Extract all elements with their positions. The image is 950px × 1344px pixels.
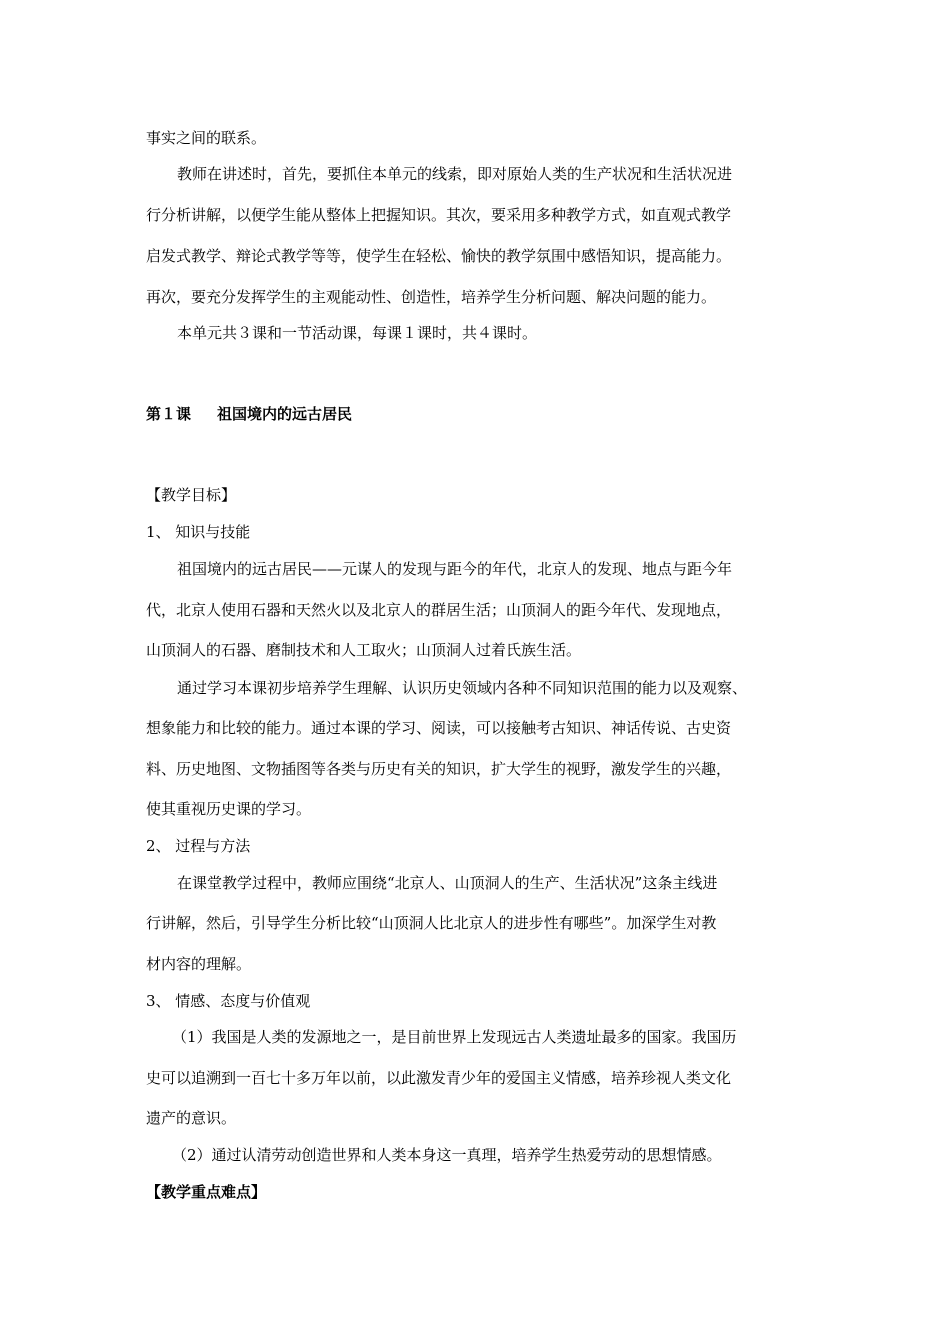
- key-points-heading: 【教学重点难点】: [146, 1183, 267, 1201]
- s3-para1-line: 遗产的意识。: [146, 1109, 237, 1127]
- intro-para1-line: 启发式教学、辩论式教学等等，使学生在轻松、愉快的教学氛围中感悟知识，提高能力。: [146, 247, 732, 265]
- s2-para-line: 在课堂教学过程中，教师应围绕“北京人、山顶洞人的生产、生活状况”这条主线进: [177, 874, 718, 892]
- s2-para-line: 材内容的理解。: [146, 955, 252, 973]
- s1-para2-line: 使其重视历史课的学习。: [146, 800, 312, 818]
- section-3-title: 3、 情感、态度与价值观: [146, 992, 311, 1010]
- intro-para1-line: 教师在讲述时，首先，要抓住本单元的线索，即对原始人类的生产状况和生活状况进: [177, 165, 733, 183]
- s1-para1-line: 山顶洞人的石器、磨制技术和人工取火；山顶洞人过着氏族生活。: [146, 641, 582, 659]
- s2-para-line: 行讲解，然后，引导学生分析比较“山顶洞人比北京人的进步性有哪些”。加深学生对教: [146, 914, 717, 932]
- section-2-title: 2、 过程与方法: [146, 837, 251, 855]
- s1-para2-line: 想象能力和比较的能力。通过本课的学习、阅读，可以接触考古知识、神话传说、古史资: [146, 719, 732, 737]
- s1-para1-line: 代，北京人使用石器和天然火以及北京人的群居生活；山顶洞人的距今年代、发现地点，: [146, 601, 732, 619]
- s1-para2-line: 料、历史地图、文物插图等各类与历史有关的知识，扩大学生的视野，激发学生的兴趣，: [146, 760, 732, 778]
- intro-para1-line: 再次，要充分发挥学生的主观能动性、创造性，培养学生分析问题、解决问题的能力。: [146, 288, 717, 306]
- s3-para2: （2）通过认清劳动创造世界和人类本身这一真理，培养学生热爱劳动的思想情感。: [172, 1146, 722, 1164]
- s3-para1-line: （1）我国是人类的发源地之一，是目前世界上发现远古人类遗址最多的国家。我国历: [172, 1028, 737, 1046]
- lesson-title: 祖国境内的远古居民: [217, 405, 353, 423]
- section-1-title: 1、 知识与技能: [146, 523, 251, 541]
- intro-para2: 本单元共３课和一节活动课，每课１课时，共４课时。: [177, 324, 538, 342]
- s1-para2-line: 通过学习本课初步培养学生理解、认识历史领域内各种不同知识范围的能力以及观察、: [177, 679, 748, 697]
- intro-line: 事实之间的联系。: [146, 129, 267, 147]
- lesson-heading: [146, 404, 352, 424]
- intro-para1-line: 行分析讲解，以便学生能从整体上把握知识。其次，要采用多种教学方式，如直观式教学: [146, 206, 732, 224]
- lesson-number: 第１课: [146, 405, 192, 423]
- s1-para1-line: 祖国境内的远古居民——元谋人的发现与距今的年代，北京人的发现、地点与距今年: [177, 560, 733, 578]
- goals-heading: 【教学目标】: [146, 486, 237, 504]
- s3-para1-line: 史可以追溯到一百七十多万年以前，以此激发青少年的爱国主义情感，培养珍视人类文化: [146, 1069, 732, 1087]
